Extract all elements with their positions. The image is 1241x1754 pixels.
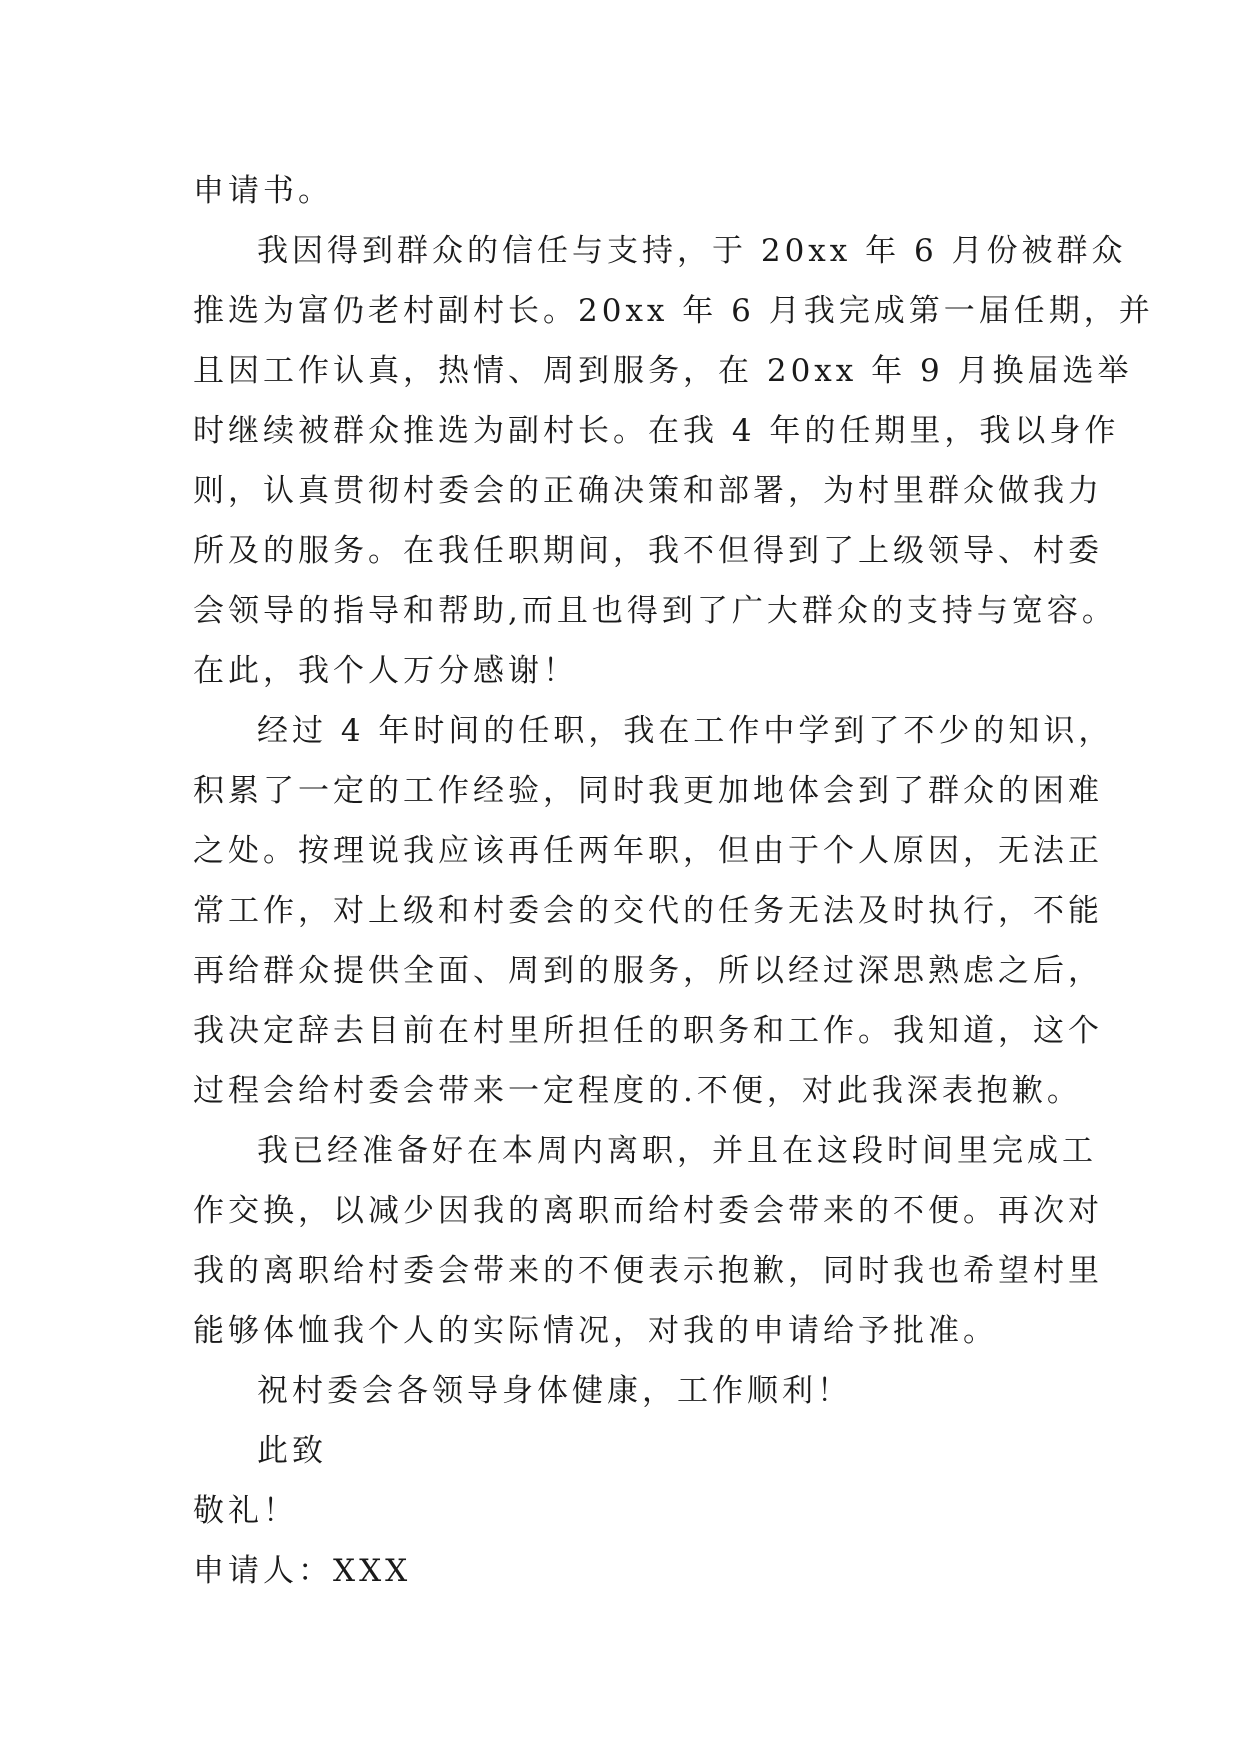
text-line: 则，认真贯彻村委会的正确决策和部署，为村里群众做我力 — [193, 473, 1103, 509]
applicant-signature: 申请人：XXX — [193, 1553, 412, 1589]
text-line: 所及的服务。在我任职期间，我不但得到了上级领导、村委 — [193, 533, 1103, 569]
text-line: 我决定辞去目前在村里所担任的职务和工作。我知道，这个 — [193, 1013, 1103, 1049]
text-line: 在此，我个人万分感谢！ — [193, 653, 578, 689]
closing-wish: 祝村委会各领导身体健康，工作顺利！ — [257, 1373, 852, 1409]
salutation-jingli: 敬礼！ — [193, 1493, 298, 1529]
text-line: 申请书。 — [193, 173, 333, 209]
text-line: 推选为富仍老村副村长。20xx 年 6 月我完成第一届任期，并 — [193, 293, 1154, 329]
paragraph-first-line: 我已经准备好在本周内离职，并且在这段时间里完成工 — [257, 1133, 1097, 1169]
text-line: 过程会给村委会带来一定程度的.不便，对此我深表抱歉。 — [193, 1073, 1082, 1109]
text-line: 会领导的指导和帮助,而且也得到了广大群众的支持与宽容。 — [193, 593, 1117, 629]
text-line: 时继续被群众推选为副村长。在我 4 年的任期里，我以身作 — [193, 413, 1120, 449]
text-line: 作交换，以减少因我的离职而给村委会带来的不便。再次对 — [193, 1193, 1103, 1229]
text-line: 之处。按理说我应该再任两年职，但由于个人原因，无法正 — [193, 833, 1103, 869]
text-line: 我的离职给村委会带来的不便表示抱歉，同时我也希望村里 — [193, 1253, 1103, 1289]
text-line: 且因工作认真，热情、周到服务，在 20xx 年 9 月换届选举 — [193, 353, 1133, 389]
paragraph-first-line: 经过 4 年时间的任职，我在工作中学到了不少的知识， — [257, 713, 1114, 749]
text-line: 常工作，对上级和村委会的交代的任务无法及时执行，不能 — [193, 893, 1103, 929]
paragraph-first-line: 我因得到群众的信任与支持，于 20xx 年 6 月份被群众 — [257, 233, 1127, 269]
text-line: 积累了一定的工作经验，同时我更加地体会到了群众的困难 — [193, 773, 1103, 809]
text-line: 再给群众提供全面、周到的服务，所以经过深思熟虑之后， — [193, 953, 1103, 989]
salutation-cizhi: 此致 — [257, 1433, 327, 1469]
text-line: 能够体恤我个人的实际情况，对我的申请给予批准。 — [193, 1313, 998, 1349]
